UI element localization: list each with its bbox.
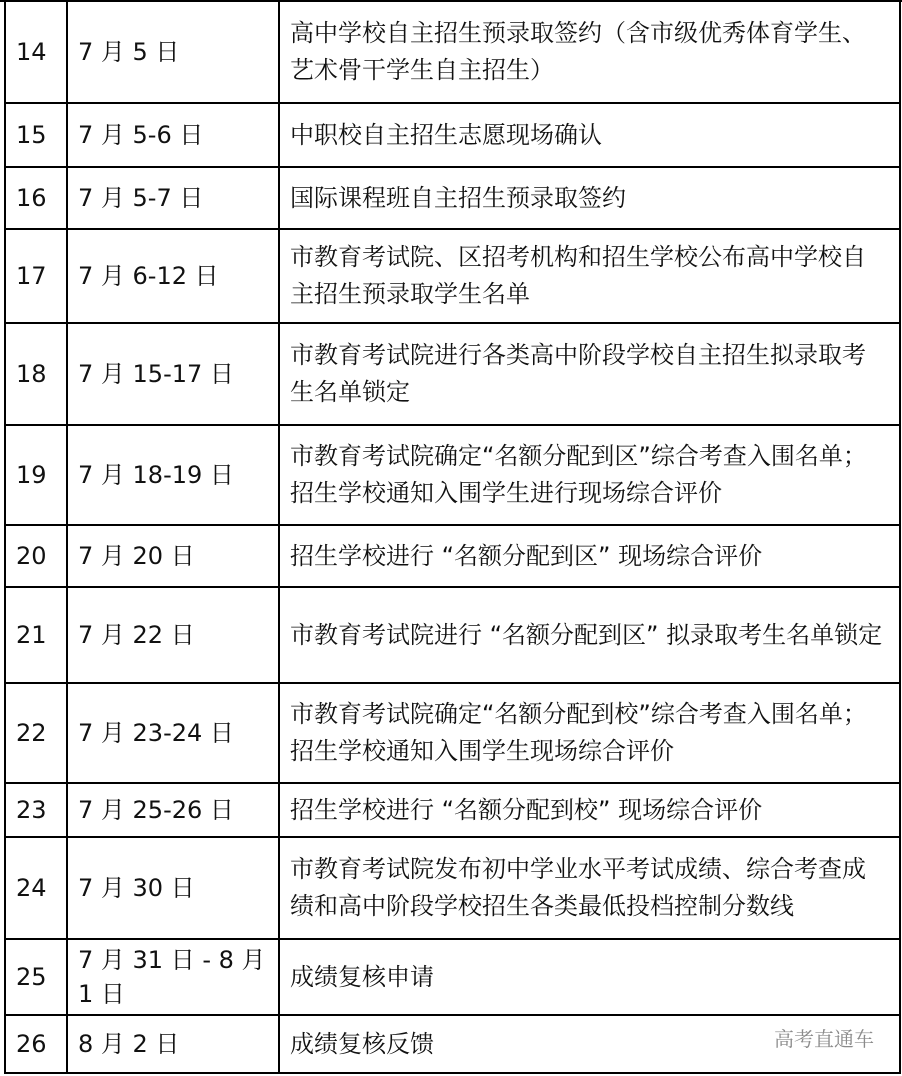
table-row: [5, 103, 900, 167]
row-number: 25: [5, 939, 67, 1015]
row-event: 国际课程班自主招生预录取签约: [279, 167, 900, 229]
row-event: 高中学校自主招生预录取签约（含市级优秀体育学生、艺术骨干学生自主招生）: [279, 1, 900, 103]
table-row: [5, 783, 900, 837]
row-date: 7 月 15-17 日: [67, 323, 279, 425]
row-event: 成绩复核申请: [279, 939, 900, 1015]
row-event: 市教育考试院进行各类高中阶段学校自主招生拟录取考生名单锁定: [279, 323, 900, 425]
row-event: 市教育考试院发布初中学业水平考试成绩、综合考查成绩和高中阶段学校招生各类最低投档控制分数线: [279, 837, 900, 939]
watermark-text: 高考直通车: [774, 1027, 874, 1051]
table-row: [5, 837, 900, 939]
row-date: 7 月 31 日 - 8 月 1 日: [67, 939, 279, 1015]
row-event: 市教育考试院、区招考机构和招生学校公布高中学校自主招生预录取学生名单: [279, 229, 900, 323]
table-row: [5, 525, 900, 587]
table-row: [5, 167, 900, 229]
row-date: 7 月 6-12 日: [67, 229, 279, 323]
row-event: 招生学校进行 “名额分配到区” 现场综合评价: [279, 525, 900, 587]
row-number: 19: [5, 425, 67, 525]
row-number: 14: [5, 1, 67, 103]
table-row: [5, 1, 900, 103]
row-number: 21: [5, 587, 67, 683]
row-date: 7 月 5-6 日: [67, 103, 279, 167]
row-number: 24: [5, 837, 67, 939]
row-date: 7 月 25-26 日: [67, 783, 279, 837]
row-event: 中职校自主招生志愿现场确认: [279, 103, 900, 167]
row-date: 7 月 22 日: [67, 587, 279, 683]
row-number: 15: [5, 103, 67, 167]
row-number: 26: [5, 1015, 67, 1073]
row-event: 市教育考试院确定“名额分配到区”综合考查入围名单；招生学校通知入围学生进行现场综合评价: [279, 425, 900, 525]
schedule-table: [4, 0, 901, 1074]
row-event: 市教育考试院确定“名额分配到校”综合考查入围名单；招生学校通知入围学生现场综合评价: [279, 683, 900, 783]
row-number: 22: [5, 683, 67, 783]
table-row: [5, 229, 900, 323]
row-date: 7 月 20 日: [67, 525, 279, 587]
row-date: 7 月 5-7 日: [67, 167, 279, 229]
row-number: 23: [5, 783, 67, 837]
row-number: 20: [5, 525, 67, 587]
row-event: 市教育考试院进行 “名额分配到区” 拟录取考生名单锁定: [279, 587, 900, 683]
table-row: [5, 1015, 900, 1073]
row-number: 17: [5, 229, 67, 323]
row-date: 7 月 30 日: [67, 837, 279, 939]
row-date: 7 月 18-19 日: [67, 425, 279, 525]
row-number: 18: [5, 323, 67, 425]
row-event: 招生学校进行 “名额分配到校” 现场综合评价: [279, 783, 900, 837]
row-number: 16: [5, 167, 67, 229]
table-row: [5, 587, 900, 683]
row-date: 8 月 2 日: [67, 1015, 279, 1073]
row-date: 7 月 23-24 日: [67, 683, 279, 783]
table-row: [5, 939, 900, 1015]
row-event: 成绩复核反馈: [279, 1015, 900, 1073]
table-row: [5, 323, 900, 425]
table-row: [5, 425, 900, 525]
row-date: 7 月 5 日: [67, 1, 279, 103]
table-row: [5, 683, 900, 783]
